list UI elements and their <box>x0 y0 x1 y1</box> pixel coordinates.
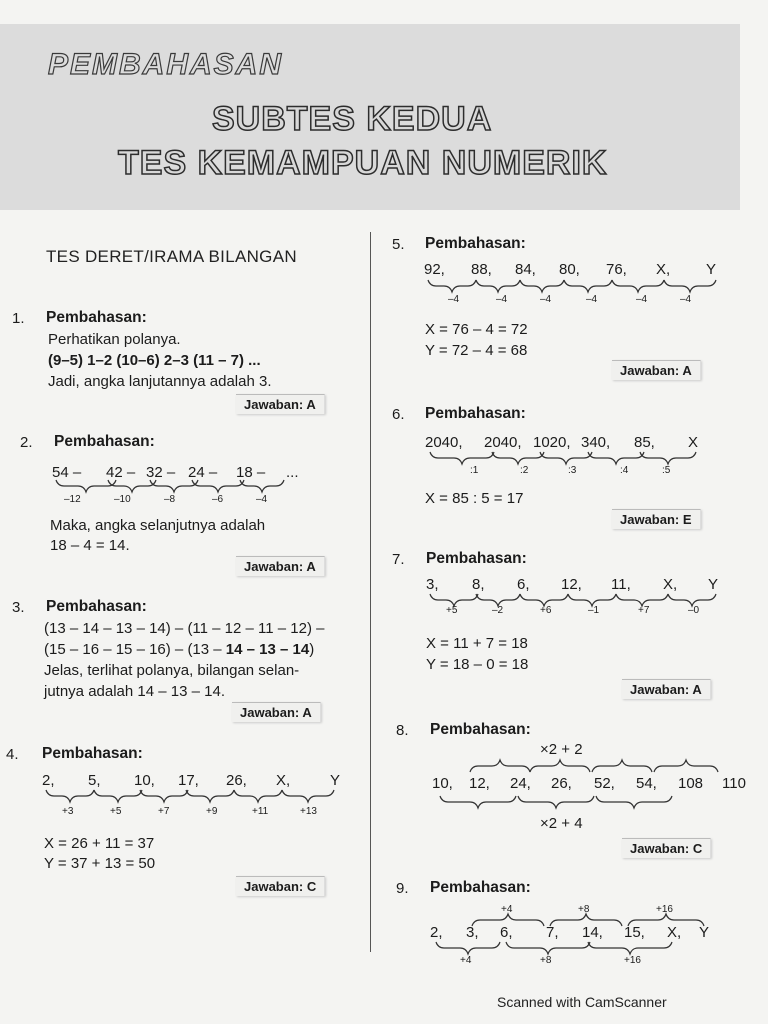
difference-label: +13 <box>300 806 317 817</box>
sequence-term: 26, <box>226 772 247 789</box>
problem-number: 9. <box>396 880 409 897</box>
sequence-term: 54, <box>636 775 657 792</box>
answer-badge: Jawaban: A <box>622 679 711 699</box>
sequence-term: 84, <box>515 261 536 278</box>
sequence-term: 12, <box>561 576 582 593</box>
sequence-term: 3, <box>466 924 479 941</box>
sequence-term: 3, <box>426 576 439 593</box>
text-part: (15 – 16 – 15 – 16) – (13 – <box>44 641 226 658</box>
sequence-term: 12, <box>469 775 490 792</box>
problem-text: jutnya adalah 14 – 13 – 14. <box>44 683 225 700</box>
problem-text: Jadi, angka lanjutannya adalah 3. <box>48 373 272 390</box>
sequence-term: Y <box>330 772 341 789</box>
sequence-term: ... <box>286 464 299 481</box>
problem-text: Y = 18 – 0 = 18 <box>426 656 529 673</box>
problem-number: 7. <box>392 551 405 568</box>
problem-text: (13 – 14 – 13 – 14) – (11 – 12 – 11 – 12) – <box>44 620 325 637</box>
top-difference-label: +8 <box>578 904 590 915</box>
difference-label: :1 <box>470 465 479 476</box>
sequence-term: 11, <box>611 576 631 593</box>
problem-text: Perhatikan polanya. <box>48 331 181 348</box>
problem-text: Maka, angka selanjutnya adalah <box>50 517 266 534</box>
sequence-term: 92, <box>424 261 445 278</box>
sequence-term: 10, <box>134 772 155 789</box>
sequence-term: 24 – <box>188 464 218 481</box>
sequence-term: 54 – <box>52 464 82 481</box>
bottom-difference-label: +8 <box>540 955 552 966</box>
difference-label: +9 <box>206 806 218 817</box>
problem-title: Pembahasan: <box>42 745 143 762</box>
problem-text: X = 26 + 11 = 37 <box>44 835 155 852</box>
difference-label: –1 <box>588 605 600 616</box>
sequence-term: 26, <box>551 775 572 792</box>
sequence-term: Y <box>706 261 717 278</box>
problem-number: 1. <box>12 310 25 327</box>
difference-label: –10 <box>114 494 131 505</box>
problem-text: Y = 72 – 4 = 68 <box>425 342 528 359</box>
sequence-term: 8, <box>472 576 485 593</box>
problem-text: 18 – 4 = 14. <box>50 537 130 554</box>
scanner-watermark: Scanned with CamScanner <box>497 994 667 1010</box>
sequence-term: 2040, <box>425 434 463 451</box>
difference-label: +5 <box>110 806 122 817</box>
problem-text <box>44 639 314 660</box>
sequence-term: 24, <box>510 775 531 792</box>
difference-label: –4 <box>680 294 692 305</box>
sequence-term: Y <box>708 576 719 593</box>
sequence-term: Y <box>699 924 710 941</box>
problem-text: (9–5) 1–2 (10–6) 2–3 (11 – 7) ... <box>48 352 261 369</box>
sequence-term: X, <box>667 924 682 941</box>
bottom-difference-label: +4 <box>460 955 472 966</box>
problem-number: 4. <box>6 746 19 763</box>
sequence-term: 76, <box>606 261 627 278</box>
header-title-line2: TES KEMAMPUAN NUMERIK <box>118 144 608 182</box>
answer-badge: Jawaban: A <box>236 556 325 576</box>
difference-label: –0 <box>688 605 700 616</box>
problem-text: Jelas, terlihat polanya, bilangan selan- <box>44 662 300 679</box>
difference-label: –8 <box>164 494 176 505</box>
difference-label: –4 <box>540 294 552 305</box>
difference-label: :2 <box>520 465 529 476</box>
sequence-term: 2, <box>430 924 443 941</box>
sequence-term: 2, <box>42 772 55 789</box>
section-title: TES DERET/IRAMA BILANGAN <box>46 247 297 266</box>
text-part: ) <box>309 641 315 658</box>
problem-number: 5. <box>392 236 405 253</box>
sequence-term: 17, <box>178 772 199 789</box>
sequence-term: 340, <box>581 434 611 451</box>
difference-label: +3 <box>62 806 74 817</box>
sequence-term: 32 – <box>146 464 176 481</box>
problem-text: X = 85 : 5 = 17 <box>425 490 524 507</box>
difference-label: –12 <box>64 494 81 505</box>
sequence-term: X <box>688 434 699 451</box>
difference-label: +11 <box>252 806 269 817</box>
difference-label: +6 <box>540 605 552 616</box>
top-operation-label: ×2 + 2 <box>540 741 583 758</box>
sequence-term: 6, <box>517 576 530 593</box>
difference-label: :5 <box>662 465 671 476</box>
difference-label: –4 <box>586 294 598 305</box>
difference-label: –2 <box>492 605 504 616</box>
problem-title: Pembahasan: <box>430 721 531 738</box>
sequence-term: 88, <box>471 261 492 278</box>
text-bold-part: 14 – 13 – 14 <box>225 641 310 658</box>
sequence-term: 14, <box>582 924 603 941</box>
answer-badge: Jawaban: E <box>612 509 701 529</box>
sequence-term: X, <box>276 772 291 789</box>
problem-title: Pembahasan: <box>46 598 147 615</box>
sequence-term: X, <box>656 261 671 278</box>
sequence-term: 42 – <box>106 464 136 481</box>
top-difference-label: +4 <box>501 904 513 915</box>
problem-title: Pembahasan: <box>430 879 531 896</box>
sequence-term: 85, <box>634 434 655 451</box>
sequence-term: X, <box>663 576 678 593</box>
answer-badge: Jawaban: C <box>236 876 325 896</box>
problem-text: Y = 37 + 13 = 50 <box>44 855 156 872</box>
sequence-term: 6, <box>500 924 513 941</box>
problem-number: 3. <box>12 599 25 616</box>
sequence-term: 108 <box>678 775 704 792</box>
answer-badge: Jawaban: C <box>622 838 711 858</box>
problem-title: Pembahasan: <box>426 550 527 567</box>
column-divider <box>370 232 371 952</box>
sequence-term: 1020, <box>533 434 571 451</box>
difference-label: +7 <box>638 605 650 616</box>
sequence-term: 7, <box>546 924 559 941</box>
sequence-term: 5, <box>88 772 101 789</box>
problem-number: 6. <box>392 406 405 423</box>
difference-label: +7 <box>158 806 170 817</box>
problem-title: Pembahasan: <box>425 235 526 252</box>
problem-title: Pembahasan: <box>425 405 526 422</box>
header-title-line1: SUBTES KEDUA <box>212 100 493 138</box>
sequence-term: 80, <box>559 261 580 278</box>
problem-text: X = 76 – 4 = 72 <box>425 321 528 338</box>
problem-text: X = 11 + 7 = 18 <box>426 635 528 652</box>
header-label: PEMBAHASAN <box>48 48 284 81</box>
difference-label: –4 <box>448 294 460 305</box>
answer-badge: Jawaban: A <box>612 360 701 380</box>
answer-badge: Jawaban: A <box>236 394 325 414</box>
difference-label: –6 <box>212 494 224 505</box>
sequence-term: 52, <box>594 775 615 792</box>
difference-label: :4 <box>620 465 629 476</box>
bottom-braces <box>0 0 1 1</box>
bottom-difference-label: +16 <box>624 955 641 966</box>
sequence-term: 15, <box>624 924 645 941</box>
difference-label: –4 <box>636 294 648 305</box>
top-difference-label: +16 <box>656 904 673 915</box>
sequence-term: 18 – <box>236 464 266 481</box>
problem-number: 8. <box>396 722 409 739</box>
sequence-term: 10, <box>432 775 453 792</box>
bottom-operation-label: ×2 + 4 <box>540 815 583 832</box>
problem-number: 2. <box>20 434 33 451</box>
problem-title: Pembahasan: <box>54 433 155 450</box>
problem-title: Pembahasan: <box>46 309 147 326</box>
sequence-term: 2040, <box>484 434 522 451</box>
difference-label: –4 <box>256 494 268 505</box>
sequence-term: 110 <box>722 775 746 792</box>
answer-badge: Jawaban: A <box>232 702 321 722</box>
difference-label: :3 <box>568 465 577 476</box>
difference-label: –4 <box>496 294 508 305</box>
difference-label: +5 <box>446 605 458 616</box>
